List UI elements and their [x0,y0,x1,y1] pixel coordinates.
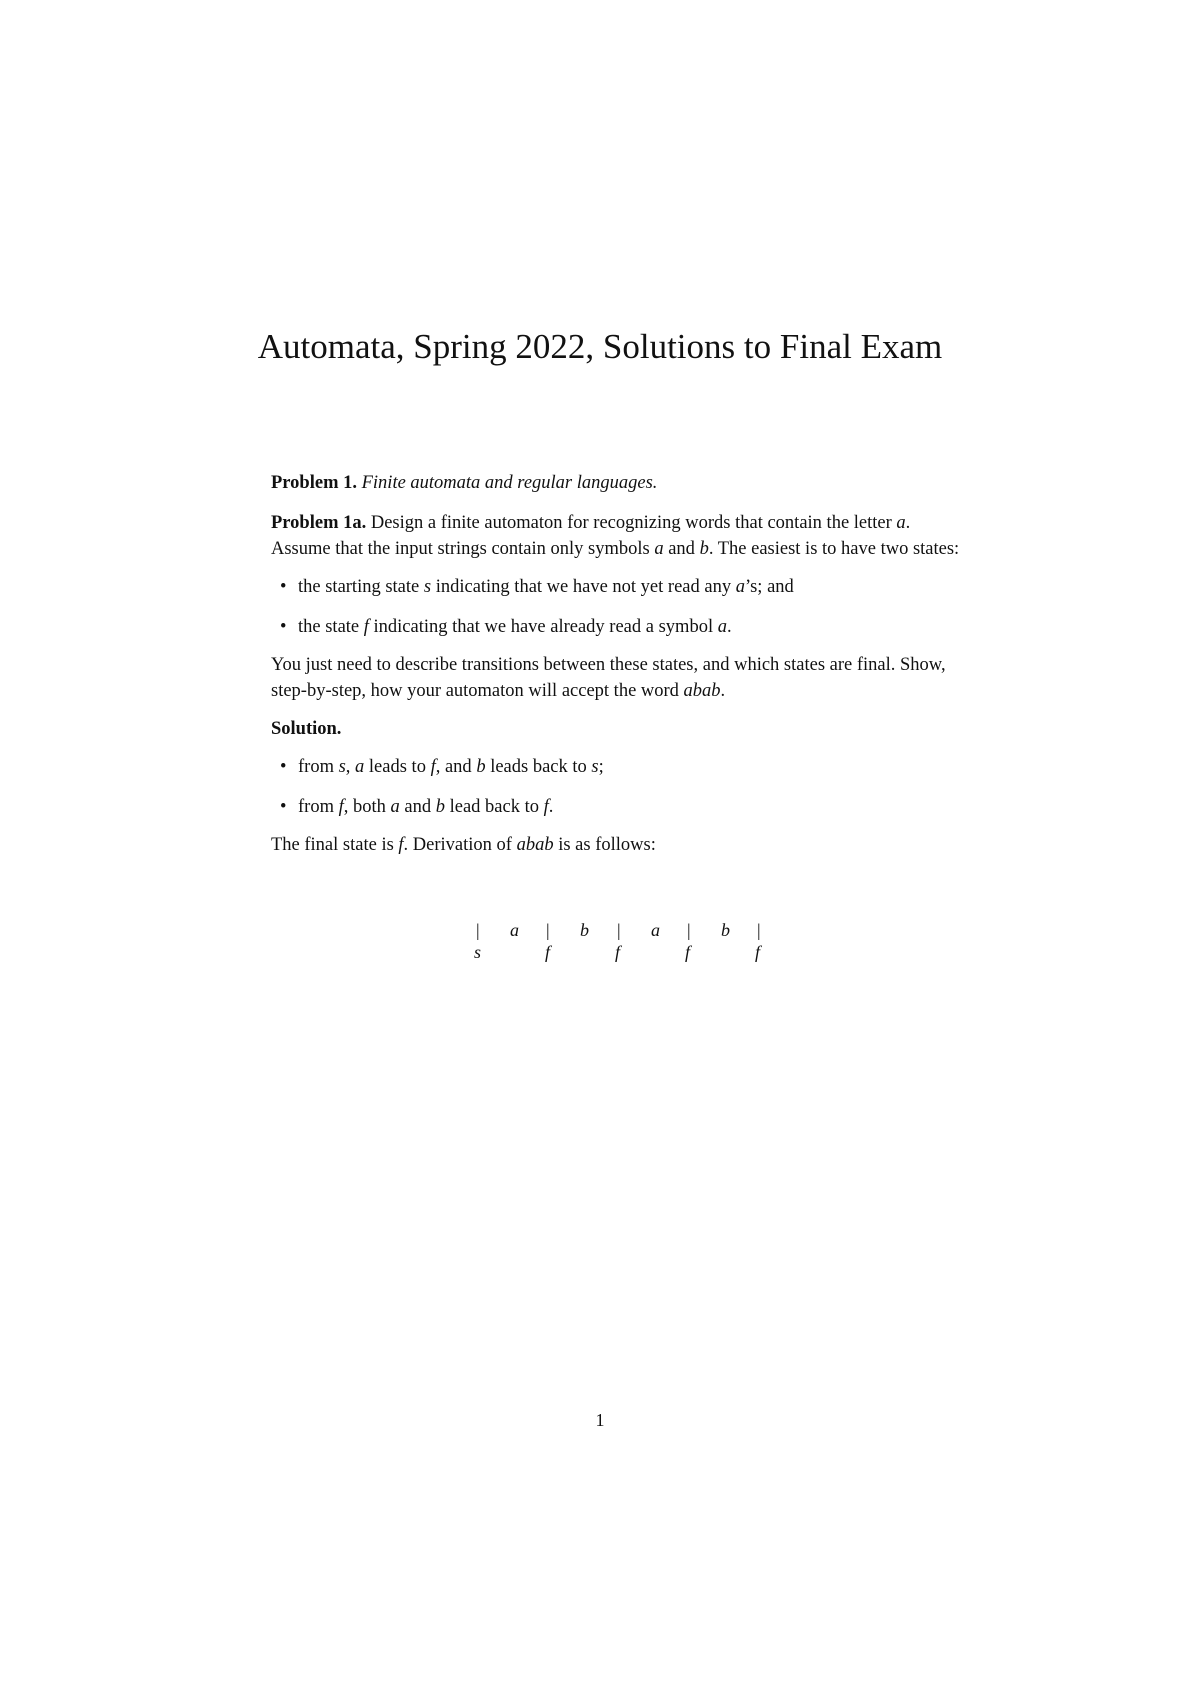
list-item: • from s, a leads to f, and b leads back to s; [298,754,971,780]
problem-1-label: Problem 1. [271,473,357,493]
derivation-bar: | [687,920,691,940]
derivation-state: f [615,942,621,962]
list-item: • the state f indicating that we have already read a symbol a. [298,614,971,640]
problem-1-topic: Finite automata and regular languages. [361,473,658,493]
final-state-text: The final state is f. Derivation of abab is as follows: [271,835,656,855]
derivation-bar: | [757,920,761,940]
derivation-symbol: a [651,920,660,940]
list-item: • from f, both a and b lead back to f. [298,794,971,820]
derivation-symbol: a [510,920,519,940]
derivation-bar: | [617,920,621,940]
derivation-table [0,920,1200,980]
problem-1a-statement: Problem 1a. Design a finite automaton for recognizing words that contain the letter a. Assume that the input strings contain only symbols a and b. The easiest is to have two states: [271,513,960,559]
states-list [271,574,971,640]
derivation-state: f [545,942,551,962]
problem-1a-label: Problem 1a. [271,513,367,533]
document-body [271,470,971,870]
derivation-state: s [474,942,482,962]
derivation-bar: | [476,920,480,940]
derivation-state: f [755,942,761,962]
derivation-state: f [685,942,691,962]
solution-label: Solution. [271,719,342,739]
derivation-symbol: b [721,920,730,940]
page-number: 1 [595,1410,605,1430]
list-item: • the starting state s indicating that we have not yet read any a’s; and [298,574,971,600]
page-title: Automata, Spring 2022, Solutions to Final Exam [257,327,943,366]
problem-1-heading [271,470,971,496]
problem-1a-instructions: You just need to describe transitions between these states, and which states are final. Show, step-by-step, how your automaton will accept the word abab. [271,655,946,701]
derivation-symbol: b [580,920,589,940]
transitions-list [271,754,971,820]
derivation-bar: | [546,920,550,940]
